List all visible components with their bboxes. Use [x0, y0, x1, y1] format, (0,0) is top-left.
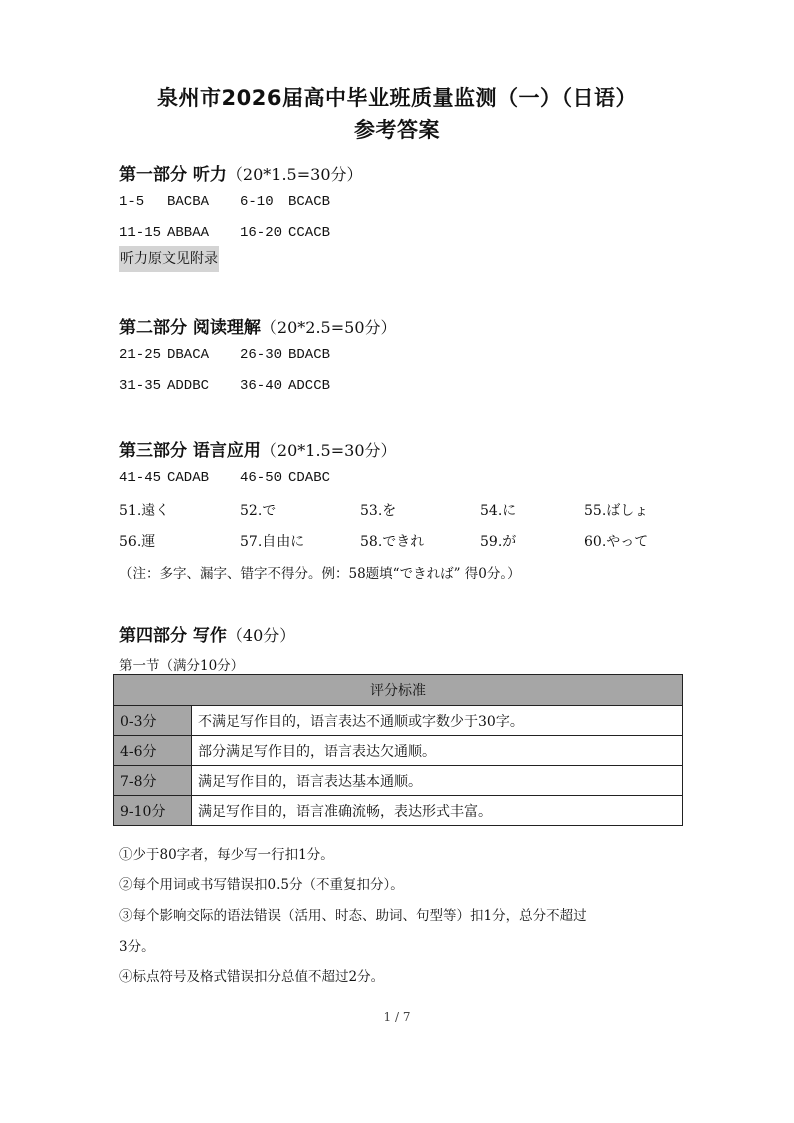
answer-range: 1-5 — [119, 194, 145, 210]
part2-heading-line — [119, 313, 397, 338]
answer-key: BCACB — [288, 194, 331, 210]
answer-key: CCACB — [288, 225, 331, 241]
answer-key: CDABC — [288, 470, 331, 486]
deduction-rule: 3分。 — [119, 939, 155, 955]
part2-score: （20*2.5=50分） — [260, 318, 397, 337]
page-number: 1 / 7 — [383, 1010, 411, 1024]
part3-heading-line — [119, 436, 397, 461]
rubric-header: 评分标准 — [114, 675, 683, 706]
answer-range: 16-20 — [240, 225, 283, 241]
fill-answer: 54.に — [480, 503, 517, 519]
answer-range: 41-45 — [119, 470, 162, 486]
part1-heading-line — [119, 160, 363, 185]
rubric-desc: 满足写作目的，语言表达基本通顺。 — [192, 766, 683, 796]
part4-heading-line — [119, 621, 295, 646]
rubric-score: 0-3分 — [114, 706, 192, 736]
fill-answer: 57.自由に — [240, 534, 305, 550]
deduction-rule: ④标点符号及格式错误扣分总值不超过2分。 — [119, 969, 385, 985]
fill-answer: 59.が — [480, 534, 517, 550]
deduction-rule: ③每个影响交际的语法错误（活用、时态、助词、句型等）扣1分，总分不超过 — [119, 908, 587, 924]
rubric-score: 9-10分 — [114, 796, 192, 826]
part4-score: （40分） — [226, 626, 296, 645]
part1-heading: 第一部分 听力 — [119, 165, 227, 185]
answer-key: DBACA — [167, 347, 210, 363]
part2-heading: 第二部分 阅读理解 — [119, 318, 261, 338]
answer-range: 21-25 — [119, 347, 162, 363]
answer-range: 36-40 — [240, 378, 283, 394]
deduction-rule: ②每个用词或书写错误扣0.5分（不重复扣分）。 — [119, 877, 404, 893]
answer-key: CADAB — [167, 470, 210, 486]
subsection-title: 第一节（满分10分） — [119, 658, 245, 674]
answer-key: BDACB — [288, 347, 331, 363]
fill-answer: 51.遠く — [119, 503, 170, 519]
fill-answer: 55.ばしょ — [584, 503, 649, 519]
table-row — [114, 766, 683, 796]
part3-heading: 第三部分 语言应用 — [119, 441, 261, 461]
document-title: 泉州市2026届高中毕业班质量监测（一）（日语） — [157, 86, 637, 110]
part1-score: （20*1.5=30分） — [226, 165, 363, 184]
table-row — [114, 736, 683, 766]
rubric-desc: 满足写作目的，语言准确流畅，表达形式丰富。 — [192, 796, 683, 826]
table-row — [114, 796, 683, 826]
fill-answer: 52.で — [240, 503, 277, 519]
table-header-row — [114, 675, 683, 706]
table-row — [114, 706, 683, 736]
part4-heading: 第四部分 写作 — [119, 626, 227, 646]
part3-score: （20*1.5=30分） — [260, 441, 397, 460]
fill-answer: 53.を — [360, 503, 397, 519]
listening-appendix-note: 听力原文见附录 — [119, 246, 219, 272]
document-subtitle: 参考答案 — [354, 118, 440, 142]
answer-range: 11-15 — [119, 225, 162, 241]
answer-range: 46-50 — [240, 470, 283, 486]
answer-range: 26-30 — [240, 347, 283, 363]
rubric-score: 4-6分 — [114, 736, 192, 766]
answer-range: 31-35 — [119, 378, 162, 394]
answer-key: ABBAA — [167, 225, 210, 241]
answer-key: ADCCB — [288, 378, 331, 394]
answer-range: 6-10 — [240, 194, 274, 210]
rubric-desc: 不满足写作目的，语言表达不通顺或字数少于30字。 — [192, 706, 683, 736]
deduction-rule: ①少于80字者，每少写一行扣1分。 — [119, 847, 334, 863]
rubric-desc: 部分满足写作目的，语言表达欠通顺。 — [192, 736, 683, 766]
fill-answer: 56.運 — [119, 534, 156, 550]
fill-answer: 60.やって — [584, 534, 649, 550]
rubric-score: 7-8分 — [114, 766, 192, 796]
answer-key: ADDBC — [167, 378, 210, 394]
answer-key: BACBA — [167, 194, 210, 210]
rubric-table — [113, 674, 683, 826]
fill-answer: 58.できれ — [360, 534, 425, 550]
scoring-note: （注：多字、漏字、错字不得分。例：58题填“できれば” 得0分。） — [119, 566, 521, 582]
